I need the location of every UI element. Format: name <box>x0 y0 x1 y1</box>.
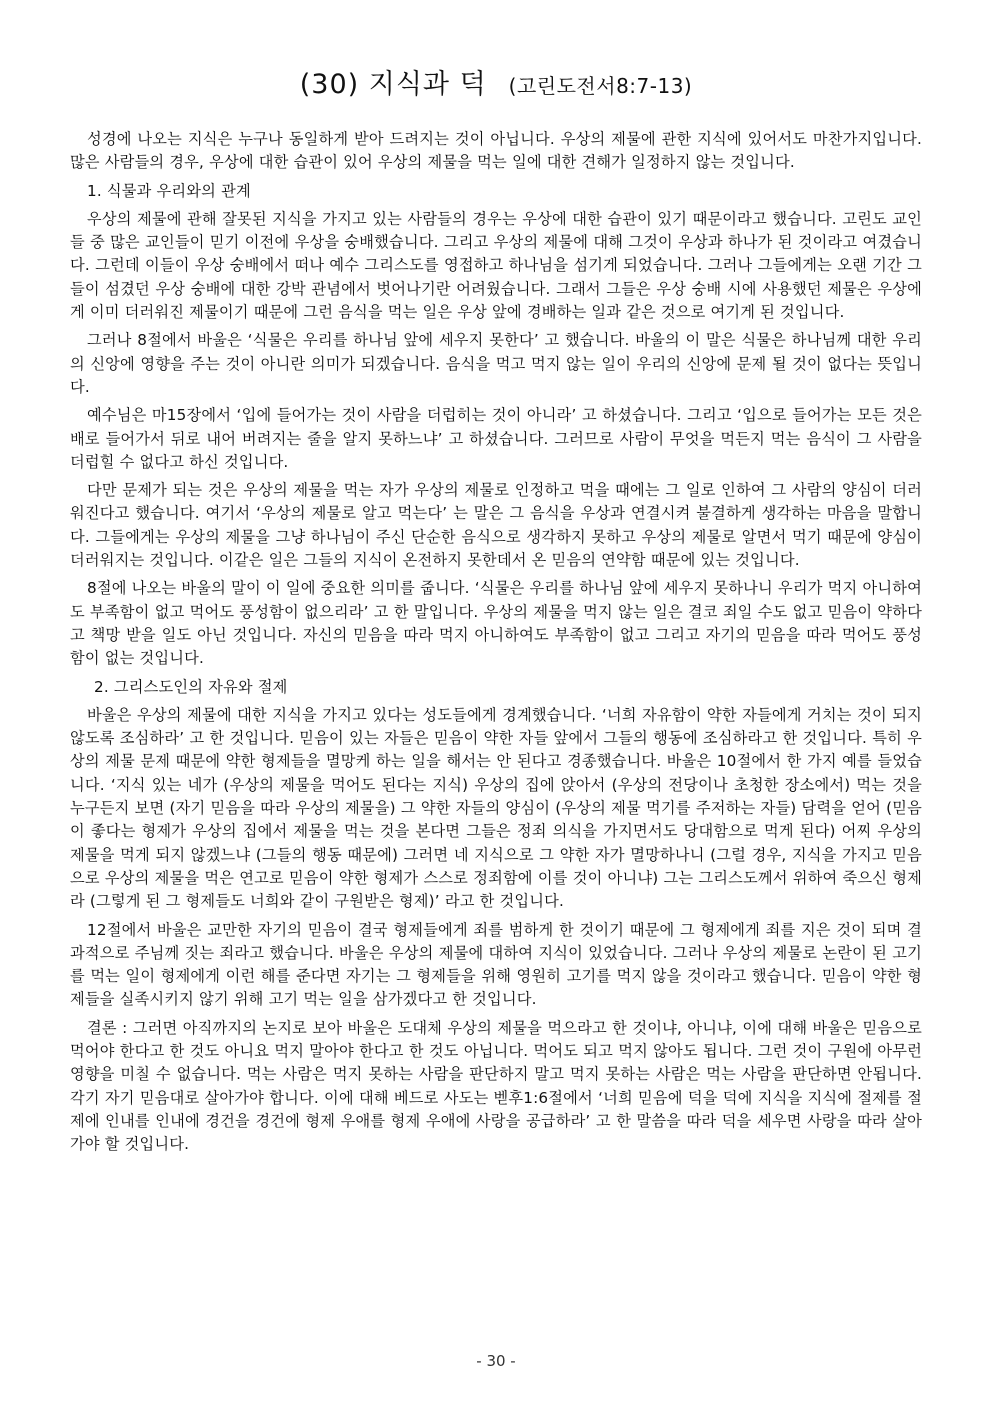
page-number: - 30 - <box>476 1352 516 1370</box>
paragraph: 바울은 우상의 제물에 대한 지식을 가지고 있다는 성도들에게 경계했습니다. ‘너희 자유함이 약한 자들에게 거치는 것이 되지 않도록 조심하라’ 고 한 것입니다. 믿음이 있는 자들은 믿음이 약한 자들 앞에서 그들의 행동에 조심하라고 한 것입니다. 특히 우상의 제물 문제 때문에 약한 형제들을 멸망케 하는 일을 해서는 안 된다고 경종했습니다. 바울은 10절에서 한 가지 예를 들었습니다. ‘지식 있는 네가 (우상의 제물을 먹어도 된다는 지식) 우상의 집에 앉아서 (우상의 전당이나 초청한 장소에서) 먹는 것을 누구든지 보면 (자기 믿음을 따라 우상의 제물을) 그 약한 자들의 양심이 (우상의 제물 먹기를 주저하는 자들) 담력을 얻어 (믿음이 좋다는 형제가 우상의 집에서 제물을 먹는 것을 본다면 그들은 정죄 의식을 가지면서도 당대함으로 먹게 된다) 어찌 우상의 제물을 먹게 되지 않겠느냐 (그들의 행동 때문에) 그러면 네 지식으로 그 약한 자가 멸망하나니 (그럴 경우, 지식을 가지고 믿음으로 우상의 제물을 먹은 연고로 믿음이 약한 형제가 스스로 정죄함에 이를 것이 아니냐) 그는 그리스도께서 위하여 죽으신 형제라 (그렇게 된 그 형제들도 너희와 같이 구원받은 형제)’ 라고 한 것입니다. <box>70 705 922 911</box>
section-heading-1: 1. 식물과 우리와의 관계 <box>87 181 251 200</box>
paragraph: 그러나 8절에서 바울은 ‘식물은 우리를 하나님 앞에 세우지 못한다’ 고 했습니다. 바울의 이 말은 식물은 하나님께 대한 우리의 신앙에 영향을 주는 것이 아니란 의미가 되겠습니다. 음식을 먹고 먹지 않는 일이 우리의 신앙에 문제 될 것이 없다는 뜻입니다. <box>70 331 922 396</box>
paragraph: 우상의 제물에 관해 잘못된 지식을 가지고 있는 사람들의 경우는 우상에 대한 습관이 있기 때문이라고 했습니다. 고린도 교인들 중 많은 교인들이 믿기 이전에 우상을 숭배했습니다. 그리고 우상의 제물에 대해 그것이 우상과 하나가 된 것이라고 여겼습니다. 그런데 이들이 우상 숭배에서 떠나 예수 그리스도를 영접하고 하나님을 섬기게 되었습니다. 그러나 그들에게는 오랜 기간 그들이 섬겼던 우상 숭배에 대한 강박 관념에서 벗어나기란 어려웠습니다. 그래서 그들은 우상 숭배 시에 사용했던 제물은 우상에게 이미 더러워진 제물이기 때문에 그런 음식을 먹는 일은 우상 앞에 경배하는 일과 같은 것으로 여기게 된 것입니다. <box>70 209 922 322</box>
paragraph: 12절에서 바울은 교만한 자기의 믿음이 결국 형제들에게 죄를 범하게 한 것이기 때문에 그 형제에게 죄를 지은 것이 되며 결과적으로 주님께 짓는 죄라고 했습니다. 바울은 우상의 제물에 대하여 지식이 있었습니다. 그러나 우상의 제물로 논란이 된 고기를 먹는 일이 형제에게 이런 해를 준다면 자기는 그 형제들을 위해 영원히 고기를 먹지 않을 것이라고 했습니다. 믿음이 약한 형제들을 실족시키지 않기 위해 고기 먹는 일을 삼가겠다고 한 것입니다. <box>70 920 922 1009</box>
scripture-reference: (고린도전서8:7-13) <box>508 74 693 98</box>
paragraph: 8절에 나오는 바울의 말이 이 일에 중요한 의미를 줍니다. ‘식물은 우리를 하나님 앞에 세우지 못하나니 우리가 먹지 아니하여도 부족함이 없고 먹어도 풍성함이 없으리라’ 고 한 말입니다. 우상의 제물을 먹지 않는 일은 결코 죄일 수도 없고 믿음이 약하다고 책망 받을 일도 아닌 것입니다. 자신의 믿음을 따라 먹지 아니하여도 부족함이 없고 그리고 자기의 믿음을 따라 먹어도 풍성함이 없는 것입니다. <box>70 579 922 668</box>
page-title-block <box>0 62 992 101</box>
paragraph: 다만 문제가 되는 것은 우상의 제물을 먹는 자가 우상의 제물로 인정하고 먹을 때에는 그 일로 인하여 그 사람의 양심이 더러워진다고 했습니다. 여기서 ‘우상의 제물로 알고 먹는다’ 는 말은 그 음식을 우상과 연결시켜 불결하게 생각하는 마음을 말합니다. 그들에게는 우상의 제물을 그냥 하나님이 주신 단순한 음식으로 생각하지 못하고 우상의 제물로 알면서 먹기 때문에 양심이 더러워지는 것입니다. 이같은 일은 그들의 지식이 온전하지 못한데서 온 믿음의 연약함 때문에 있는 것입니다. <box>70 481 922 570</box>
intro-paragraph: 성경에 나오는 지식은 누구나 동일하게 받아 드려지는 것이 아닙니다. 우상의 제물에 관한 지식에 있어서도 마찬가지입니다. 많은 사람들의 경우, 우상에 대한 습관이 있어 우상의 제물을 먹는 일에 대한 견해가 일정하지 않는 것입니다. <box>70 130 922 172</box>
conclusion-paragraph: 결론 : 그러면 아직까지의 논지로 보아 바울은 도대체 우상의 제물을 먹으라고 한 것이냐, 아니냐, 이에 대해 바울은 믿음으로 먹어야 한다고 한 것도 아니요 먹지 말아야 한다고 한 것도 아닙니다. 먹어도 되고 먹지 않아도 됩니다. 그런 것이 구원에 아무런 영향을 미칠 수 없습니다. 먹는 사람은 먹지 못하는 사람을 판단하지 말고 먹지 못하는 사람은 먹는 사람을 판단하면 안됩니다. 각기 자기 믿음대로 살아가야 합니다. 이에 대해 베드로 사도는 벧후1:6절에서 ‘너희 믿음에 덕을 덕에 지식을 지식에 절제를 절제에 인내를 인내에 경건을 경건에 형제 우애를 형제 우애에 사랑을 공급하라’ 고 한 말씀을 따라 덕을 세우면 사랑을 따라 살아가야 할 것입니다. <box>70 1018 922 1154</box>
page-title: (30) 지식과 덕 <box>299 69 487 100</box>
document-body <box>70 128 922 1161</box>
section-heading-2: 2. 그리스도인의 자유와 절제 <box>94 677 288 696</box>
paragraph: 예수님은 마15장에서 ‘입에 들어가는 것이 사람을 더럽히는 것이 아니라’ 고 하셨습니다. 그리고 ‘입으로 들어가는 모든 것은 배로 들어가서 뒤로 내어 버려지는 줄을 알지 못하느냐’ 고 하셨습니다. 그러므로 사람이 무엇을 먹든지 먹는 음식이 그 사람을 더럽힐 수 없다고 하신 것입니다. <box>70 406 922 471</box>
